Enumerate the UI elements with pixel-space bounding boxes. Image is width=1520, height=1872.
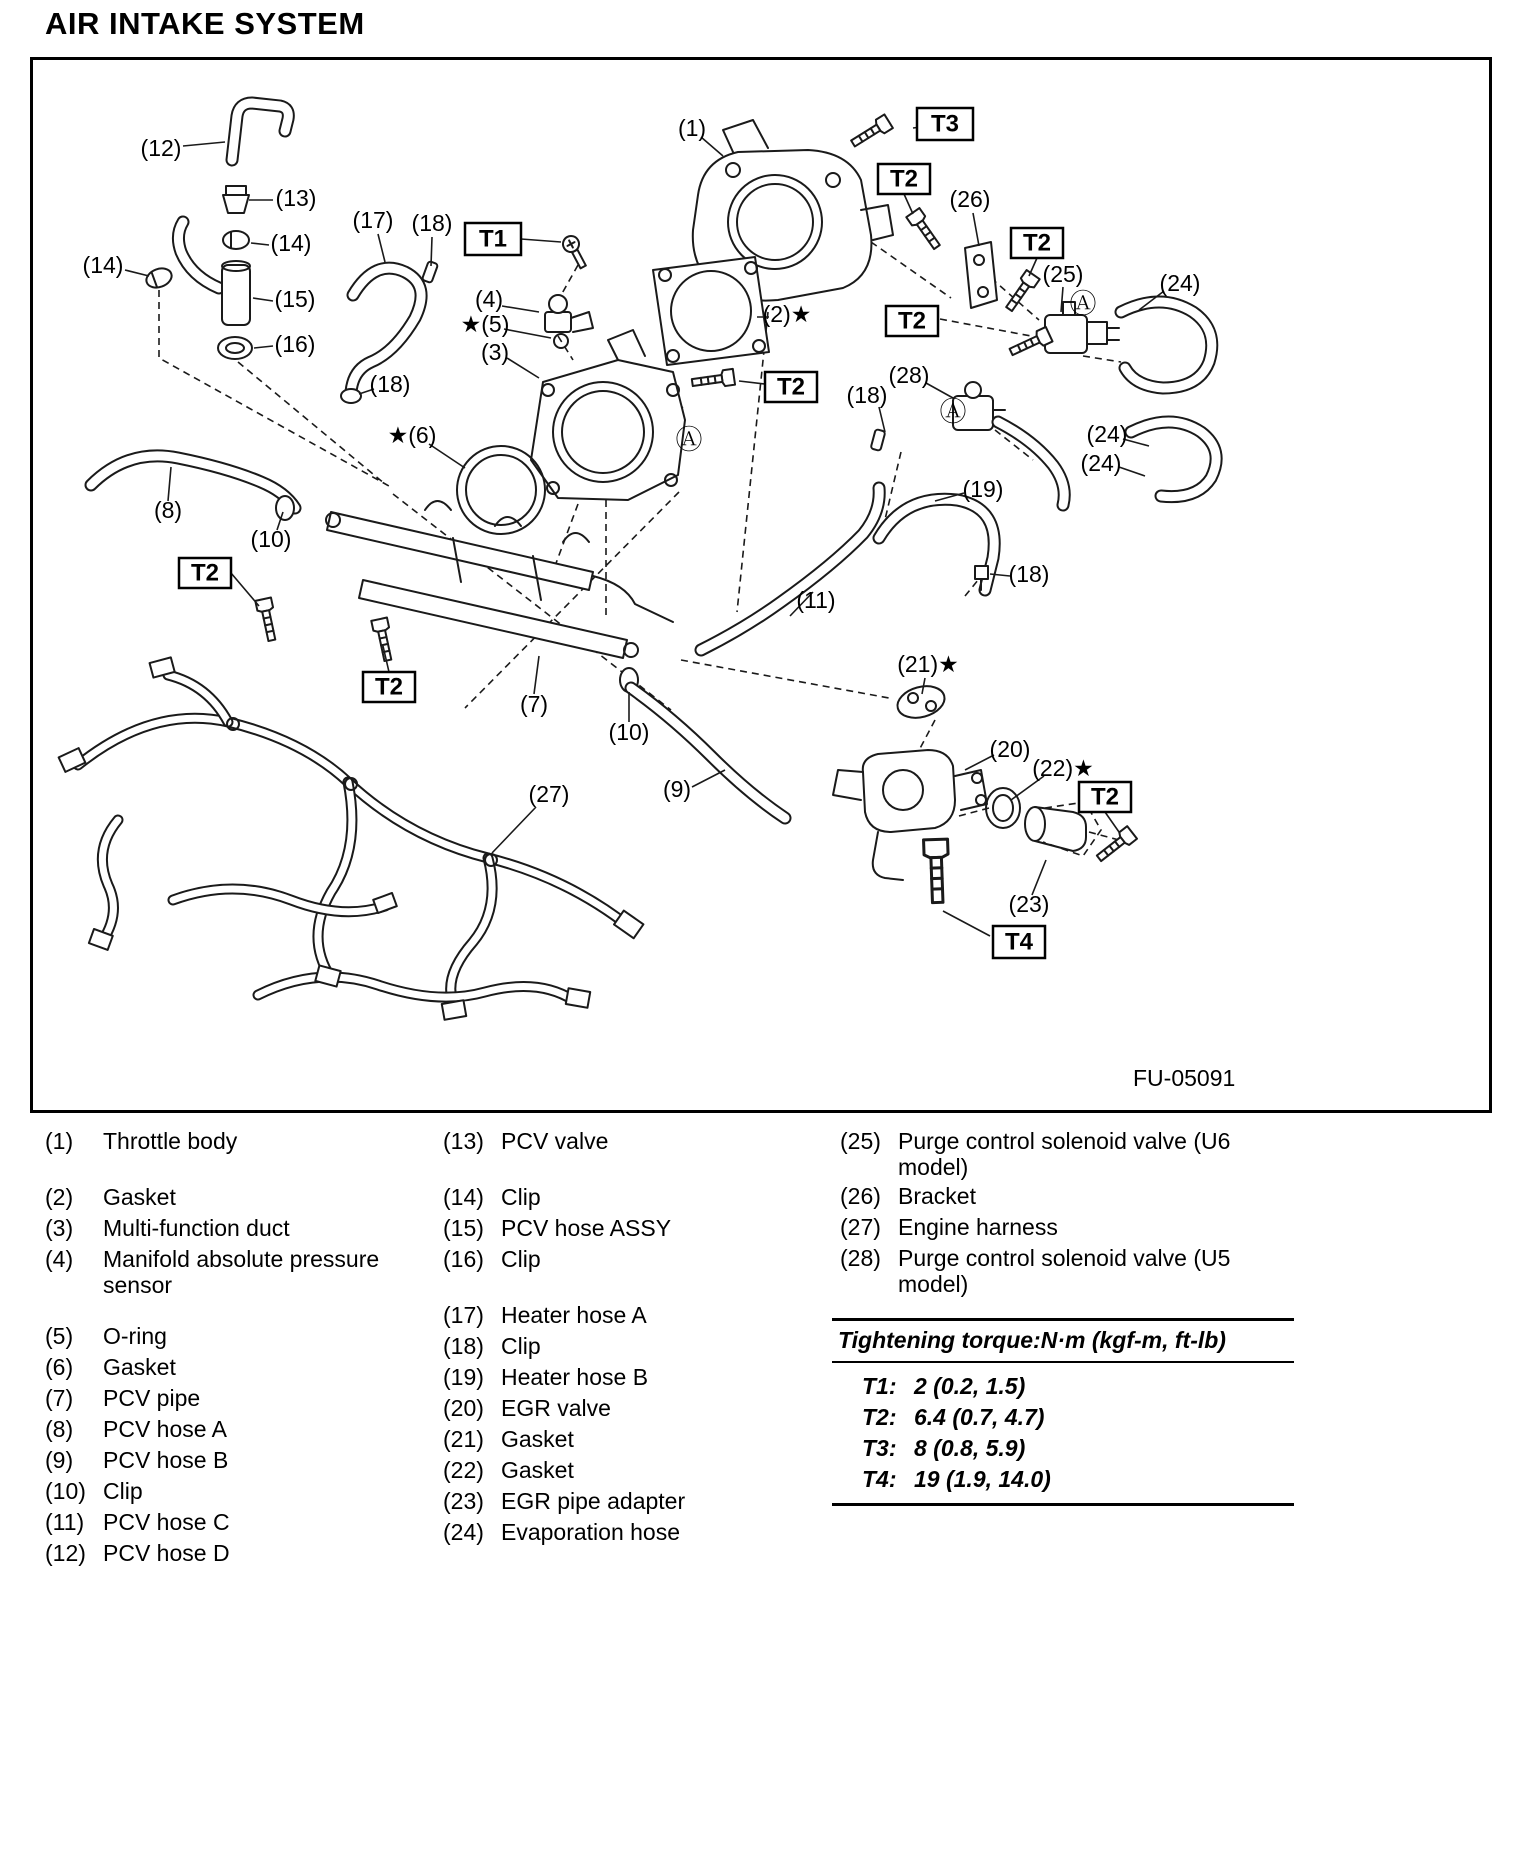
part-name: PCV pipe [103,1385,201,1411]
engine-harness [59,657,644,1019]
parts-diagram [33,60,1489,1110]
part-name: Clip [501,1184,541,1210]
part-callout: (9) [662,776,692,803]
part-callout: (18) [1008,561,1050,588]
part-name: EGR valve [501,1395,611,1421]
part-callout: (20) [989,736,1031,763]
part-row [443,1457,788,1488]
part-number: (20) [443,1395,484,1421]
part-row [443,1302,788,1333]
part-name: Purge control solenoid valve (U5 model) [898,1245,1231,1297]
part-number: (1) [45,1128,74,1154]
part-callout: (22)★ [1032,755,1094,782]
part-row [45,1354,443,1385]
part-callout: (19) [962,476,1004,503]
part-number: (18) [443,1333,484,1359]
torque-label: T3: [862,1435,897,1461]
evaporation-hose-3 [998,422,1064,505]
part-group [443,1302,788,1550]
bracket [965,242,997,308]
part-number: (22) [443,1457,484,1483]
part-callout: (25) [1042,261,1084,288]
part-callout: ★(5) [460,311,510,338]
torque-value: 2 (0.2, 1.5) [914,1373,1026,1399]
part-row [443,1519,788,1550]
page-title: AIR INTAKE SYSTEM [45,6,365,41]
pcv-hose-a [91,456,295,508]
part-callout: (28) [888,362,930,389]
part-number: (11) [45,1509,85,1535]
part-row [45,1323,443,1354]
pcv-hose-b [631,688,785,818]
part-callout: ★(6) [387,422,437,449]
part-number: (8) [45,1416,74,1442]
torque-table [832,1318,1294,1506]
evaporation-hose-2 [1131,422,1216,497]
part-callout: (18) [411,210,453,237]
part-number: (5) [45,1323,74,1349]
torque-box-t2 [886,306,938,336]
part-name: Bracket [898,1183,976,1209]
torque-box-t2 [765,372,817,402]
part-name: Evaporation hose [501,1519,681,1545]
pcv-valve-part [223,186,249,213]
part-row [443,1426,788,1457]
part-callout: (14) [82,252,124,279]
part-name: PCV hose B [103,1447,229,1473]
part-group [840,1183,1298,1297]
part-callout: (24) [1159,270,1201,297]
svg-text:T3: T3 [930,110,960,138]
torque-box-t2 [179,558,231,588]
part-number: (26) [840,1183,881,1209]
part-callout: (12) [140,135,182,162]
part-number: (16) [443,1246,484,1272]
part-callout: (26) [949,186,991,213]
part-name: Gasket [501,1426,574,1452]
part-name: PCV hose D [103,1540,230,1566]
pcv-hose-c [701,488,879,650]
gasket-6 [457,446,545,534]
part-name: Gasket [103,1354,176,1380]
part-row [840,1128,1298,1180]
part-number: (4) [45,1246,74,1272]
t1-screw [560,233,590,271]
part-name: Manifold absolute pressure sensor [103,1246,380,1298]
part-number: (14) [443,1184,484,1210]
torque-row [832,1371,1294,1402]
svg-text:T2: T2 [889,165,919,193]
part-name: Heater hose B [501,1364,649,1390]
gasket-21 [894,681,948,722]
torque-value: 19 (1.9, 14.0) [914,1466,1051,1492]
part-row [45,1478,443,1509]
svg-text:T4: T4 [1004,928,1034,956]
svg-text:T2: T2 [190,559,220,587]
torque-value: 6.4 (0.7, 4.7) [914,1404,1045,1430]
circled-a-marker: Ⓐ [675,425,703,456]
part-number: (15) [443,1215,484,1241]
part-number: (28) [840,1245,881,1271]
part-name: Gasket [103,1184,176,1210]
part-callout: (23) [1008,891,1050,918]
torque-table-title: Tightening torque:N·m (kgf-m, ft-lb) [832,1321,1294,1363]
evaporation-hose-1 [1121,302,1212,388]
part-number: (2) [45,1184,74,1210]
part-callout: (17) [352,207,394,234]
part-name: Engine harness [898,1214,1058,1240]
part-name: Throttle body [103,1128,238,1154]
part-callout: (8) [153,497,183,524]
parts-column-2 [443,1128,788,1550]
parts-column-1 [45,1128,443,1571]
part-name: O-ring [103,1323,167,1349]
part-row [45,1246,443,1298]
part-number: (23) [443,1488,484,1514]
torque-box-t2 [1079,782,1131,812]
clip-18-right [871,429,886,451]
pcv-hose-d [232,103,288,160]
part-number: (7) [45,1385,74,1411]
clip-14-top [223,231,249,249]
part-row [840,1214,1298,1245]
clip-18-mid [341,389,361,403]
svg-text:T2: T2 [1022,229,1052,257]
parts-column-3 [840,1128,1298,1297]
part-row [45,1184,443,1215]
part-number: (21) [443,1426,484,1452]
part-group [840,1128,1298,1180]
part-callout: (13) [275,185,317,212]
part-name: PCV hose ASSY [501,1215,672,1241]
part-callout: (10) [250,526,292,553]
figure-code: FU-05091 [1133,1065,1236,1091]
svg-text:T2: T2 [897,307,927,335]
gasket-22 [986,788,1020,828]
part-callout: (1) [677,115,707,142]
torque-label: T1: [862,1373,897,1399]
clip-14-left [144,265,175,291]
part-callout: (24) [1086,421,1128,448]
torque-label: T2: [862,1404,897,1430]
part-callout: (11) [796,587,836,614]
svg-text:T2: T2 [1090,783,1120,811]
part-name: PCV hose C [103,1509,230,1535]
multi-function-duct [531,330,685,500]
part-group [443,1128,788,1159]
svg-text:T2: T2 [374,673,404,701]
part-callout: (10) [608,719,650,746]
part-group [45,1323,443,1571]
part-number: (17) [443,1302,484,1328]
part-row [443,1364,788,1395]
t4-bolt [924,839,950,903]
circled-a-marker: Ⓐ [1069,289,1097,320]
part-number: (27) [840,1214,881,1240]
part-callout: (14) [270,230,312,257]
part-group [45,1184,443,1298]
part-group [443,1184,788,1277]
torque-box-t1 [465,223,521,255]
svg-text:T1: T1 [478,225,508,253]
part-callout: (21)★ [897,651,959,678]
part-number: (9) [45,1447,74,1473]
part-callout: (24) [1080,450,1122,477]
part-callout: (15) [274,286,316,313]
part-callout: (18) [369,371,411,398]
torque-value: 8 (0.8, 5.9) [914,1435,1026,1461]
torque-row [832,1433,1294,1464]
torque-box-t4 [993,926,1045,958]
part-row [45,1416,443,1447]
part-number: (10) [45,1478,86,1504]
torque-box-t2 [1011,228,1063,258]
torque-row [832,1402,1294,1433]
gasket-2 [653,257,769,365]
clip-18-top [422,261,438,283]
part-row [45,1385,443,1416]
part-group [45,1128,443,1159]
torque-rows [832,1363,1294,1495]
torque-box-t2 [878,164,930,194]
map-sensor [545,295,593,332]
part-callout: (2)★ [762,301,812,328]
part-row [45,1215,443,1246]
clip-16 [218,337,252,359]
part-name: EGR pipe adapter [501,1488,686,1514]
part-name: PCV valve [501,1128,609,1154]
part-name: PCV hose A [103,1416,228,1442]
part-name: Clip [501,1246,541,1272]
part-number: (25) [840,1128,881,1154]
part-row [443,1184,788,1215]
part-row [443,1333,788,1364]
part-row [443,1215,788,1246]
part-row [443,1488,788,1519]
part-callout: (4) [474,286,504,313]
part-name: Gasket [501,1457,574,1483]
part-number: (19) [443,1364,484,1390]
torque-box-t2 [363,672,415,702]
part-name: Purge control solenoid valve (U6 model) [898,1128,1231,1180]
part-number: (24) [443,1519,484,1545]
part-number: (3) [45,1215,74,1241]
part-row [443,1246,788,1277]
part-name: Clip [501,1333,541,1359]
part-row [840,1183,1298,1214]
part-name: Clip [103,1478,143,1504]
part-callout: (27) [528,781,570,808]
torque-label: T4: [862,1466,897,1492]
svg-text:T2: T2 [776,373,806,401]
part-number: (6) [45,1354,74,1380]
part-row [45,1540,443,1571]
part-row [443,1395,788,1426]
part-row [45,1509,443,1540]
part-callout: (18) [846,382,888,409]
torque-box-t3 [917,108,973,140]
part-number: (13) [443,1128,484,1154]
part-number: (12) [45,1540,86,1566]
torque-row [832,1464,1294,1495]
part-callout: (3) [480,339,510,366]
part-row [840,1245,1298,1297]
part-row [45,1447,443,1478]
part-callout: (16) [274,331,316,358]
clip-10-left [276,496,294,520]
part-row [45,1128,443,1159]
part-name: Multi-function duct [103,1215,290,1241]
part-callout: (7) [519,691,549,718]
circled-a-marker: Ⓐ [939,397,967,428]
part-name: Heater hose A [501,1302,647,1328]
diagram-frame [30,57,1492,1113]
part-row [443,1128,788,1159]
